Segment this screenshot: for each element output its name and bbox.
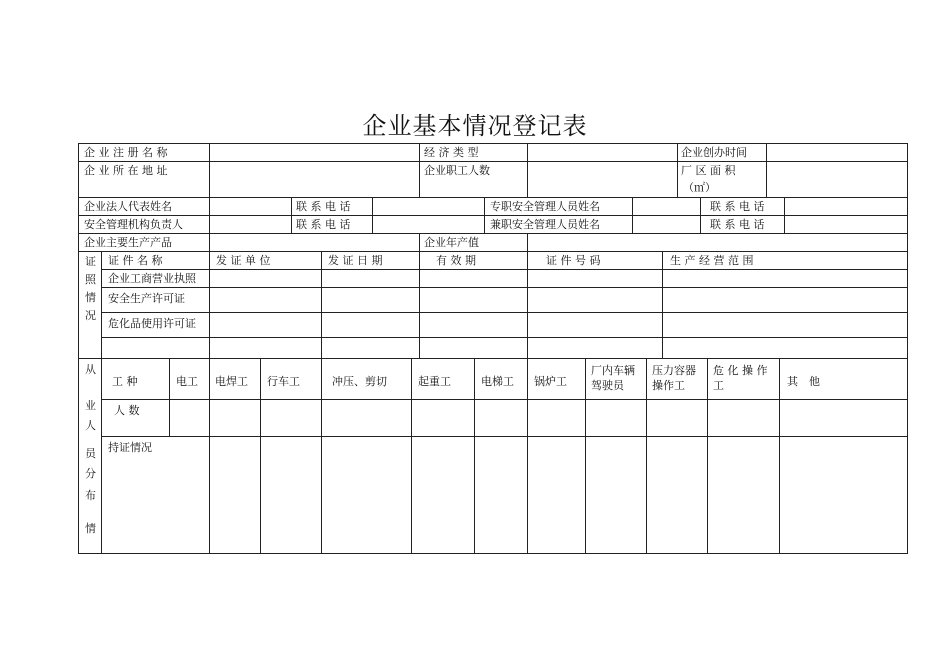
- label-contact-phone: 联 系 电 话: [296, 200, 351, 213]
- cert-side-char: 情: [85, 291, 96, 304]
- worker-type: 其 他: [787, 375, 820, 388]
- worker-type: 锅炉工: [534, 375, 567, 388]
- cert-header: 生 产 经 营 范 围: [670, 254, 754, 267]
- cert-side-char: 证: [85, 255, 96, 268]
- label-safety-head: 安全管理机构负责人: [84, 218, 183, 231]
- worker-type: 压力容器操作工: [652, 364, 696, 392]
- worker-type: 冲压、剪切: [332, 375, 387, 388]
- label-employees: 企业职工人数: [424, 164, 490, 177]
- label-area-unit: （㎡）: [683, 181, 716, 194]
- cert-header: 有 效 期: [436, 254, 476, 267]
- worker-type: 行车工: [267, 375, 300, 388]
- cert-header: 发 证 单 位: [216, 254, 271, 267]
- worker-type: 电工: [176, 375, 198, 388]
- worker-side-char: 人: [85, 419, 96, 432]
- cert-row-name: 安全生产许可证: [108, 292, 185, 305]
- worker-side-char: 布: [85, 489, 96, 502]
- cert-side-char: 况: [85, 309, 96, 322]
- worker-type: 电焊工: [215, 375, 248, 388]
- label-parttime-safety: 兼职安全管理人员姓名: [490, 218, 600, 231]
- worker-side-char: 从: [85, 363, 96, 376]
- label-contact-phone: 联 系 电 话: [710, 200, 765, 213]
- cert-header: 发 证 日 期: [328, 254, 383, 267]
- label-fulltime-safety: 专职安全管理人员姓名: [490, 200, 600, 213]
- worker-type-label: 工 种: [112, 375, 138, 388]
- label-contact-phone: 联 系 电 话: [296, 218, 351, 231]
- label-legal-rep: 企业法人代表姓名: [84, 200, 172, 213]
- label-main-products: 企业主要生产产品: [84, 236, 172, 249]
- cert-side-char: 照: [85, 273, 96, 286]
- worker-count-label: 人 数: [114, 404, 140, 417]
- worker-type: 厂内车辆驾驶员: [591, 364, 635, 392]
- label-area: 厂 区 面 积: [681, 164, 736, 177]
- cert-row-name: 危化品使用许可证: [108, 317, 196, 330]
- cert-row-name: 企业工商营业执照: [108, 272, 196, 285]
- worker-side-char: 业: [85, 399, 96, 412]
- worker-side-char: 员: [85, 447, 96, 460]
- cert-header: 证 件 名 称: [108, 254, 163, 267]
- worker-side-char: 分: [85, 467, 96, 480]
- worker-type: 起重工: [418, 375, 451, 388]
- label-found-time: 企业创办时间: [681, 146, 747, 159]
- label-econ-type: 经 济 类 型: [424, 146, 479, 159]
- worker-type: 电梯工: [481, 375, 514, 388]
- label-contact-phone: 联 系 电 话: [710, 218, 765, 231]
- cert-header: 证 件 号 码: [546, 254, 601, 267]
- label-annual-output: 企业年产值: [424, 236, 479, 249]
- label-reg-name: 企 业 注 册 名 称: [84, 146, 168, 159]
- worker-cert-label: 持证情况: [108, 441, 152, 454]
- worker-side-char: 情: [85, 522, 96, 535]
- form-title: 企业基本情况登记表: [362, 112, 588, 140]
- label-address: 企 业 所 在 地 址: [84, 164, 168, 177]
- worker-type: 危 化 操 作 工: [713, 364, 768, 392]
